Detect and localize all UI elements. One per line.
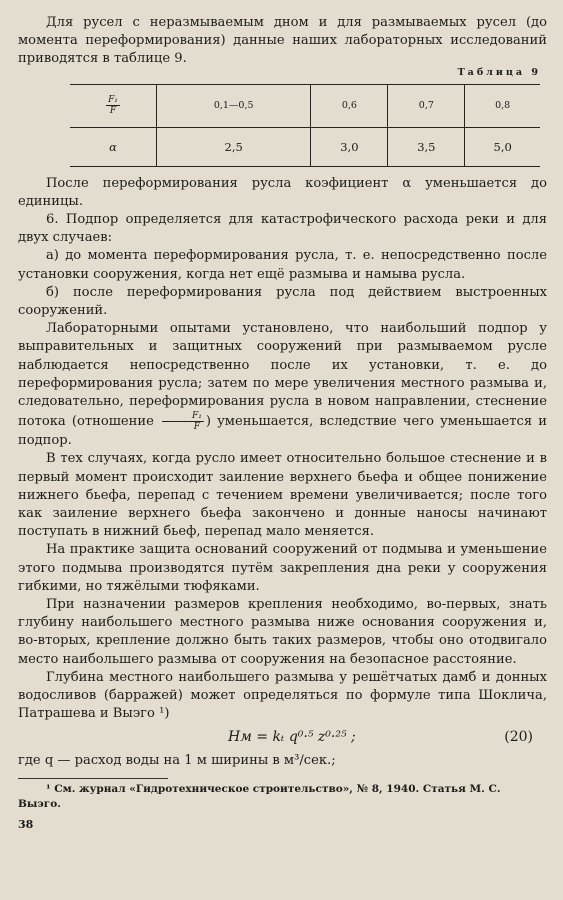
table-cell: 0,6: [311, 84, 388, 127]
formula-number: (20): [504, 728, 533, 745]
paragraph-after-table: После переформирования русла коэфициент α уменьшается до единицы.: [18, 175, 547, 209]
paragraph-6-b: б) после переформирования русла под действием выстроенных сооружений.: [18, 284, 547, 319]
table-cell: 0,1—0,5: [157, 84, 311, 127]
paragraph-where: где q — расход воды на 1 м ширины в м³/сек.;: [18, 752, 336, 768]
ratio-inline: $\frac{\text{F₁}}{F}$: [162, 411, 204, 432]
table-row: [70, 84, 540, 127]
table-cell: 0,8: [465, 84, 540, 127]
paragraph-intro: Для русел с неразмываемым дном и для размываемых русел (до момента переформирования) данные наших лабораторных исследований приводятся в таблице 9.: [18, 15, 547, 67]
paragraph-depth: Глубина местного наибольшего размыва у решётчатых дамб и донных водосливов (барражей) может определяться по формуле типа Шоклича, Патрашева и Выэго ¹): [18, 669, 547, 722]
paragraph-6-a: а) до момента переформирования русла, т. е. непосредственно после установки сооружения, когда нет ещё размыва и намыва русла.: [18, 248, 547, 282]
table-cell-label: [70, 84, 157, 127]
formula-expression: Hм = kₜ q⁰·⁵ z⁰·²⁵ ;: [228, 728, 356, 745]
table-caption: Таблица 9: [457, 66, 541, 78]
paragraph-lab-experiments: Лабораторными опытами установлено, что наибольший подпор у выправительных и защитных сооружений при размываемом русле наблюдается непосредственно после их установки, т. е. до переформирования русла; затем по мере увеличения местного размыва и, следовательно, переформирования русла в новом направлении, стеснение потока (отношение $\frac{\text{F₁}}{F}$ ) уменьшается, вследствие чего уменьшается и подпор.: [18, 321, 547, 449]
paragraph-practice: На практике защита оснований сооружений от подмыва и уменьшение этого подмыва производятся путём закрепления дна реки у сооружения гибкими, но тяжёлыми тюфяками.: [18, 542, 547, 594]
table-cell: 5,0: [465, 127, 540, 166]
table-cell: 0,7: [388, 84, 465, 127]
table-cell: 2,5: [157, 127, 311, 166]
paragraph-cases: В тех случаях, когда русло имеет относительно большое стеснение и в первый момент происходит заиление верхнего бьефа и общее понижение нижнего бьефа, перепад с течением времени увеличивается; после того как заиление верхнего бьефа закончено и донные наносы начинают поступать в нижний бьеф, перепад мало меняется.: [18, 451, 547, 540]
table-cell-label: α: [70, 127, 157, 166]
paragraph-sizes: При назначении размеров крепления необходимо, во-первых, знать глубину наибольшего местного размыва ниже основания сооружения и, во-вторых, крепление должно быть таких размеров, чтобы оно отодвигало место наибольшего размыва от сооружения на безопасное расстояние.: [18, 597, 547, 667]
table-9: [70, 84, 540, 167]
footnote-divider: [18, 778, 168, 779]
formula-20: [18, 726, 547, 750]
paragraph-6-intro: 6. Подпор определяется для катастрофического расхода реки и для двух случаев:: [18, 212, 547, 246]
footnote: ¹ См. журнал «Гидротехническое строительство», № 8, 1940. Статья М. С. Выэго.: [18, 782, 501, 810]
table-cell: 3,0: [311, 127, 388, 166]
ratio-label: $\frac{\text{F₁}}{F}$: [108, 95, 118, 117]
table-cell: 3,5: [388, 127, 465, 166]
table-row: [70, 127, 540, 166]
page-number: 38: [18, 817, 34, 831]
